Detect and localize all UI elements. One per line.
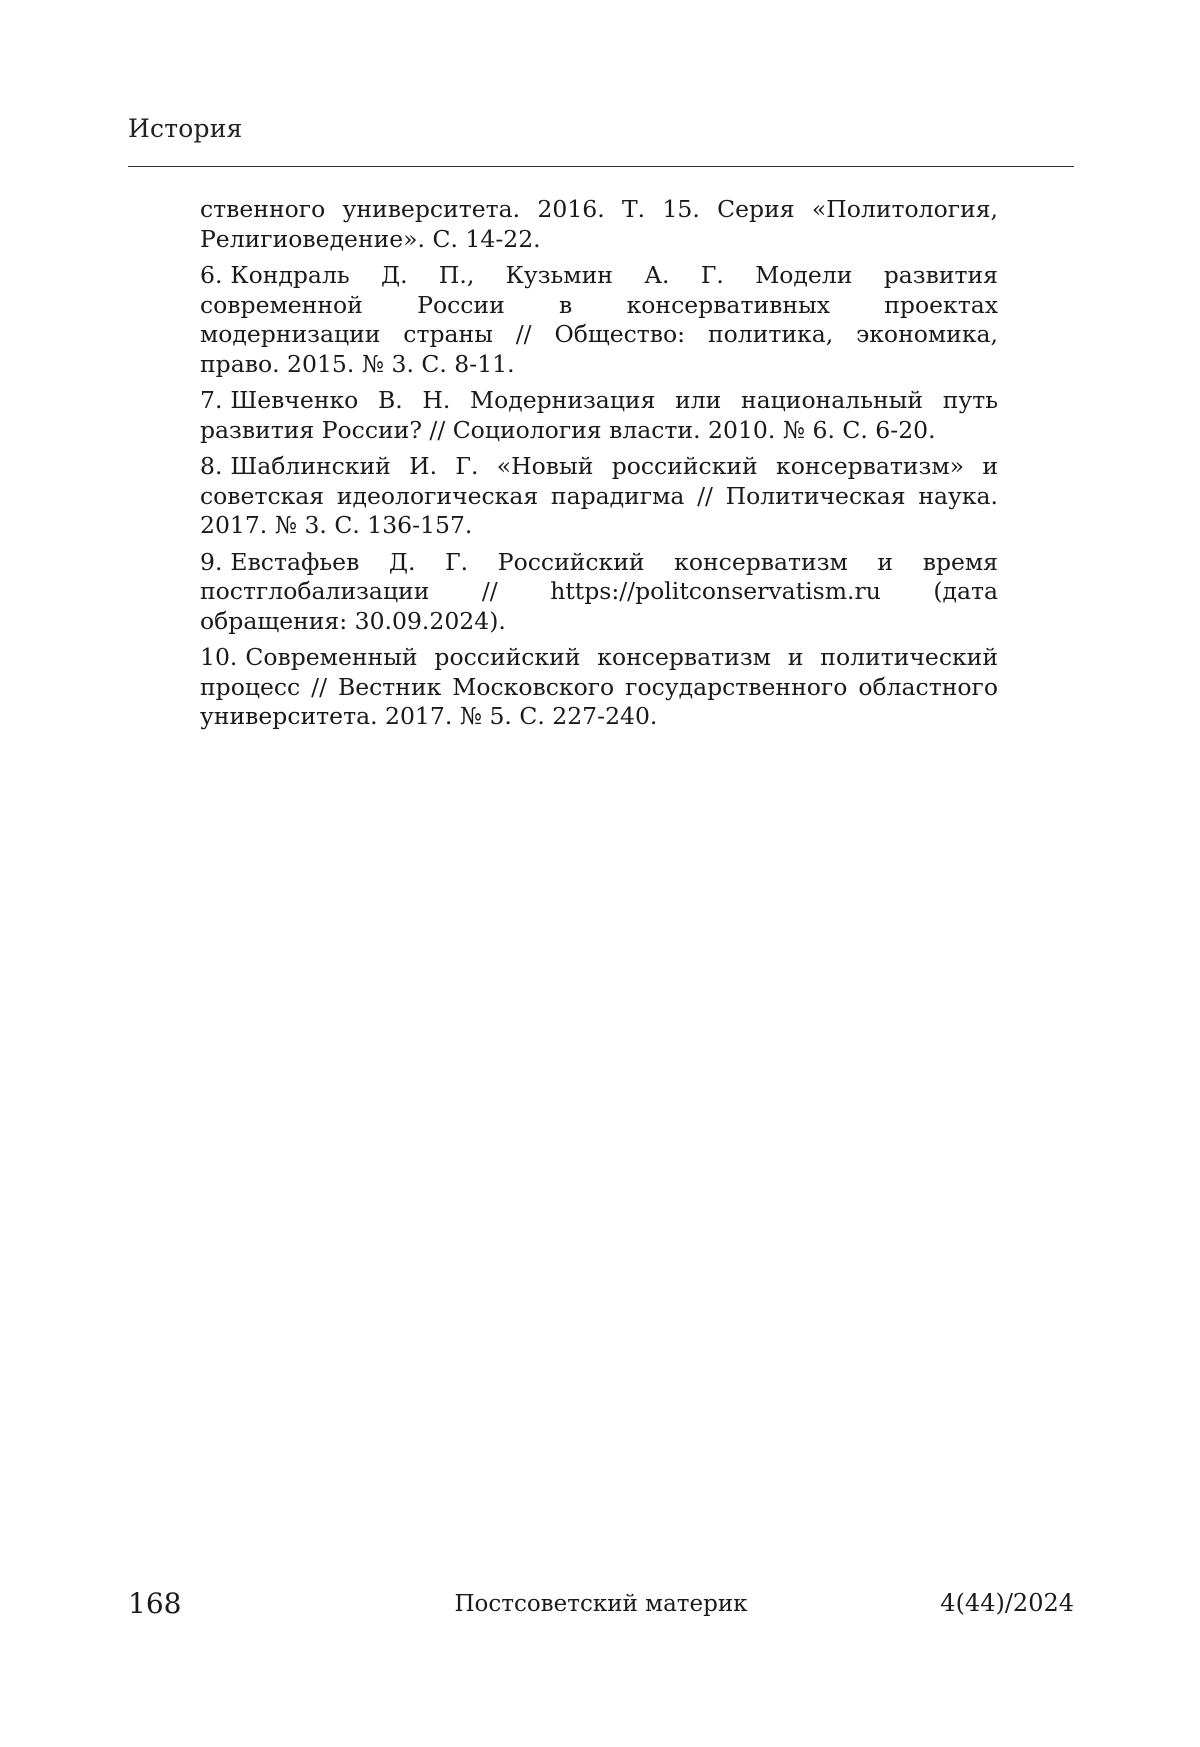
header-divider (128, 166, 1074, 167)
reference-number: 10. (200, 643, 238, 671)
journal-name: Постсоветский материк (454, 1591, 748, 1617)
page-number: 168 (128, 1587, 182, 1620)
reference-text: Шевченко В. Н. Модернизация или национальный путь развития России? // Социология власти. 2010. № 6. С. 6-20. (200, 386, 998, 444)
reference-number: 8. (200, 452, 223, 480)
reference-item (200, 386, 998, 445)
page-footer (128, 1587, 1074, 1623)
issue-number: 4(44)/2024 (940, 1589, 1074, 1617)
reference-text: Евстафьев Д. Г. Российский консерватизм и время постглобализации // https://politconservatism.ru (дата обращения: 30.09.2024). (200, 547, 998, 635)
reference-item (200, 195, 998, 254)
reference-number: 9. (200, 547, 223, 576)
reference-item (200, 261, 998, 379)
reference-text: Кондраль Д. П., Кузьмин А. Г. Модели развития современной России в консервативных проектах модернизации страны // Общество: политика, экономика, право. 2015. № 3. С. 8-11. (200, 261, 998, 378)
reference-item (200, 643, 998, 732)
reference-list (200, 195, 998, 739)
reference-number: 6. (200, 261, 223, 289)
reference-text: Шаблинский И. Г. «Новый российский консерватизм» и советская идеологическая парадигма // Политическая наука. 2017. № 3. С. 136-157. (200, 452, 998, 539)
reference-text: Современный российский консерватизм и политический процесс // Вестник Московского государственного областного университета. 2017. № 5. С. 227-240. (200, 643, 998, 730)
reference-number: 7. (200, 386, 223, 414)
section-title: История (128, 114, 243, 143)
reference-item (200, 452, 998, 541)
reference-text: ственного университета. 2016. Т. 15. Серия «Политология, Религиоведение». С. 14-22. (200, 195, 998, 253)
reference-item (200, 548, 998, 637)
